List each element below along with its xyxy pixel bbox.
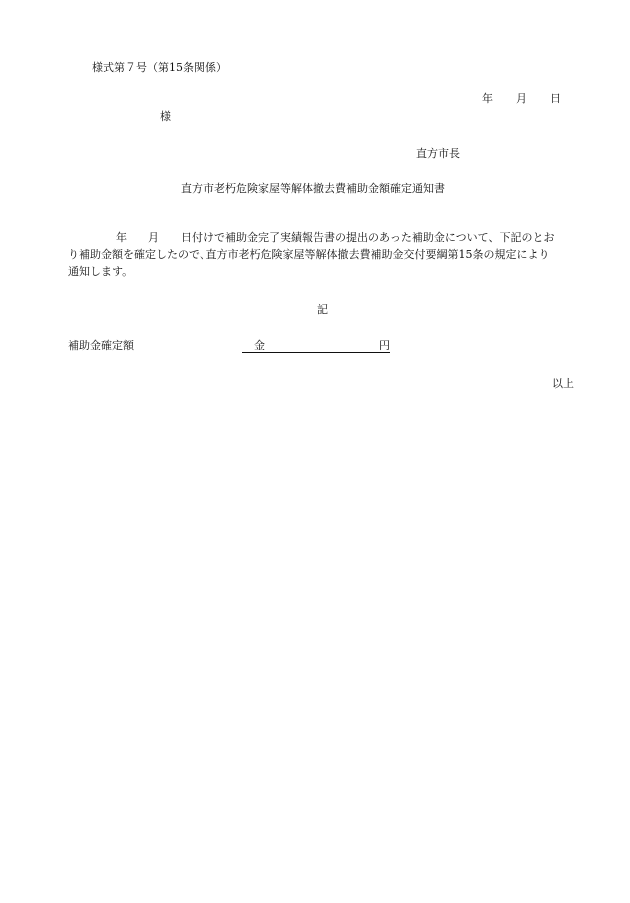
- body-line-2: り補助金額を確定したので､直方市老朽危険家屋等解体撤去費補助金交付要綱第15条の規定により: [68, 248, 550, 261]
- date-year-label: 年: [482, 92, 493, 105]
- body-year-label: 年: [116, 231, 127, 244]
- document-title: 直方市老朽危険家屋等解体撤去費補助金額確定通知書: [181, 182, 445, 195]
- amount-suffix: 円: [379, 339, 390, 352]
- body-month-label: 月: [148, 231, 159, 244]
- date-day-label: 日: [550, 92, 561, 105]
- closing-mark: 以上: [552, 377, 574, 390]
- ki-heading: 記: [317, 303, 328, 316]
- amount-prefix: 金: [254, 339, 265, 352]
- issuer-name: 直方市長: [416, 147, 460, 160]
- date-line: [482, 93, 561, 104]
- form-number: 様式第７号（第15条関係）: [92, 61, 227, 74]
- body-paragraph: [68, 229, 580, 280]
- recipient-honorific: 様: [160, 110, 171, 123]
- body-line-1-text: 日付けで補助金完了実績報告書の提出のあった補助金について、下記のとお: [181, 231, 555, 244]
- amount-label: 補助金確定額: [68, 339, 134, 352]
- amount-field: [242, 339, 390, 353]
- body-line-1: [68, 229, 580, 246]
- date-month-label: 月: [516, 92, 527, 105]
- body-line-3: 通知します。: [68, 265, 134, 278]
